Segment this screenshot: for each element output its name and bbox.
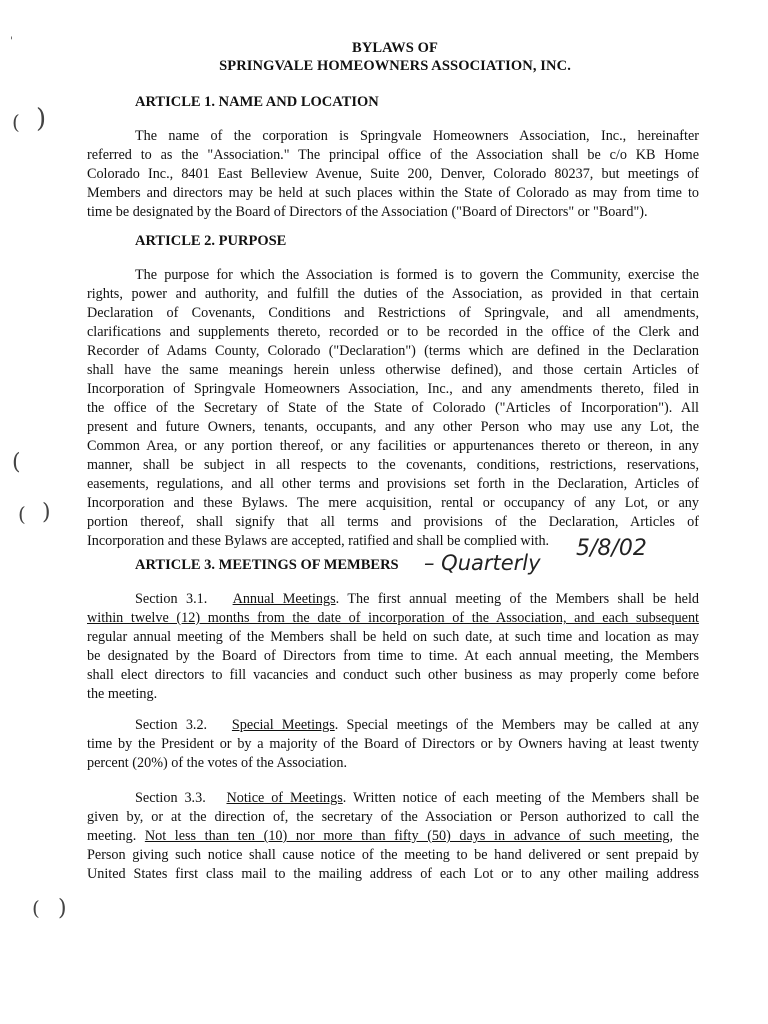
document-title-line1: BYLAWS OF [352, 40, 438, 56]
hole-punch-mark: ) [42, 500, 51, 525]
text-line: Person giving such notice shall cause notice of the meeting to be hand delivered or sent prepaid by [87, 847, 699, 863]
hole-punch-mark: ) [58, 896, 67, 921]
text-line: shall have the same meanings herein unless otherwise defined), and those certain Articles of [87, 362, 699, 378]
handwritten-date: 5/8/02 [576, 536, 647, 561]
text-line: clarifications and supplements thereto, recorded or to be recorded in the office of the Clerk and [87, 324, 699, 340]
hole-punch-mark: ( [18, 502, 26, 526]
article-1-body [87, 127, 699, 222]
text-line: Colorado Inc., 8401 East Belleview Avenue, Suite 200, Denver, Colorado 80237, but meetings of [87, 166, 699, 182]
text-line: manner, shall be subject in all respects to the covenants, conditions, restrictions, reservations, [87, 457, 699, 473]
text-line: the office of the Secretary of State of the State of Colorado ("Articles of Incorporation"). All [87, 400, 699, 416]
article-3-heading: ARTICLE 3. MEETINGS OF MEMBERS [135, 557, 399, 573]
article-1-heading: ARTICLE 1. NAME AND LOCATION [135, 94, 379, 110]
handwritten-note: – Quarterly [424, 551, 541, 575]
section-title: Notice of Meetings [226, 790, 343, 806]
scan-mark: ' [10, 36, 13, 47]
text-line: Incorporation and these Bylaws are accepted, ratified and shall be complied with. [87, 533, 550, 549]
text-line: referred to as the "Association." The principal office of the Association shall be c/o KB Home [87, 147, 699, 163]
text-line: portion thereof, shall signify that all terms and provisions of the Declaration, Articles of [87, 514, 699, 530]
text-line: Section 3.2. Special Meetings. Special meetings of the Members may be called at any [135, 717, 700, 733]
text-line: The purpose for which the Association is formed is to govern the Community, exercise the [135, 267, 699, 283]
text-line: The name of the corporation is Springvale Homeowners Association, Inc., hereinafter [135, 128, 699, 144]
text-line: regular annual meeting of the Members shall be held on such date, at such time and location as may [87, 629, 699, 645]
hole-punch-mark: ( [12, 450, 21, 475]
text-line: shall elect directors to fill vacancies and conduct such other business as may properly come before [87, 667, 699, 683]
text-line: Common Area, or any portion thereof, or any facilities or appurtenances thereto or thereon, in any [87, 438, 699, 454]
text-line: Recorder of Adams County, Colorado ("Declaration") (terms which are defined in the Declaration [87, 343, 699, 359]
text-line: percent (20%) of the votes of the Association. [87, 755, 348, 771]
text-line: present and future Owners, tenants, occupants, and any other Person who may use any Lot, the [87, 419, 699, 435]
text-line: meeting. Not less than ten (10) nor more than fifty (50) days in advance of such meeting, the [87, 828, 700, 844]
section-title: Annual Meetings [232, 591, 336, 607]
text-line: Section 3.3. Notice of Meetings. Written notice of each meeting of the Members shall be [135, 790, 699, 806]
section-3-3 [87, 789, 699, 884]
text-line: the meeting. [87, 686, 158, 702]
section-3-1 [87, 590, 699, 704]
text-line: Declaration of Covenants, Conditions and Restrictions of Springvale, and all amendments, [87, 305, 699, 321]
section-label: Section 3.1. [135, 591, 208, 607]
text-line: given by, or at the direction of, the secretary of the Association or Person authorized to call the [87, 809, 699, 825]
text-line: Incorporation and these Bylaws. The mere acquisition, rental or occupancy of any Lot, or any [87, 495, 699, 511]
document-title-line2: SPRINGVALE HOMEOWNERS ASSOCIATION, INC. [219, 58, 571, 74]
text-line: Members and directors may be held at such places within the State of Colorado as may from time to [87, 185, 699, 201]
section-label: Section 3.2. [135, 717, 208, 733]
article-2-heading: ARTICLE 2. PURPOSE [135, 233, 287, 249]
text-line-underlined: within twelve (12) months from the date of incorporation of the Association, and each subsequent [87, 610, 699, 626]
article-2-body [87, 266, 699, 551]
hole-punch-mark: ( [12, 110, 20, 134]
text-line: United States first class mail to the mailing address of each Lot or to any other mailing address [87, 866, 699, 882]
text-line: easements, regulations, and all other terms and provisions set forth in the Declaration, Articles of [87, 476, 699, 492]
underlined-notice-period: Not less than ten (10) nor more than fifty (50) days in advance of such meeting [144, 828, 670, 844]
hole-punch-mark: ( [32, 896, 40, 920]
text-line: time by the President or by a majority of the Board of Directors or by Owners having at least twenty [87, 736, 699, 752]
text-line: be designated by the Board of Directors from time to time. At each annual meeting, the Members [87, 648, 699, 664]
text-line: Section 3.1. Annual Meetings. The first annual meeting of the Members shall be held [135, 591, 700, 607]
section-3-2 [87, 716, 699, 773]
text-line: rights, power and authority, and fulfill the duties of the Association, as provided in that certain [87, 286, 699, 302]
hole-punch-mark: ) [36, 104, 47, 134]
section-title: Special Meetings [231, 717, 335, 733]
text-line: Incorporation of Springvale Homeowners Association, Inc., and any amendments thereto, filed in [87, 381, 699, 397]
text-line: time be designated by the Board of Directors of the Association ("Board of Directors" or "Board"). [87, 204, 648, 220]
section-label: Section 3.3. [135, 790, 206, 806]
